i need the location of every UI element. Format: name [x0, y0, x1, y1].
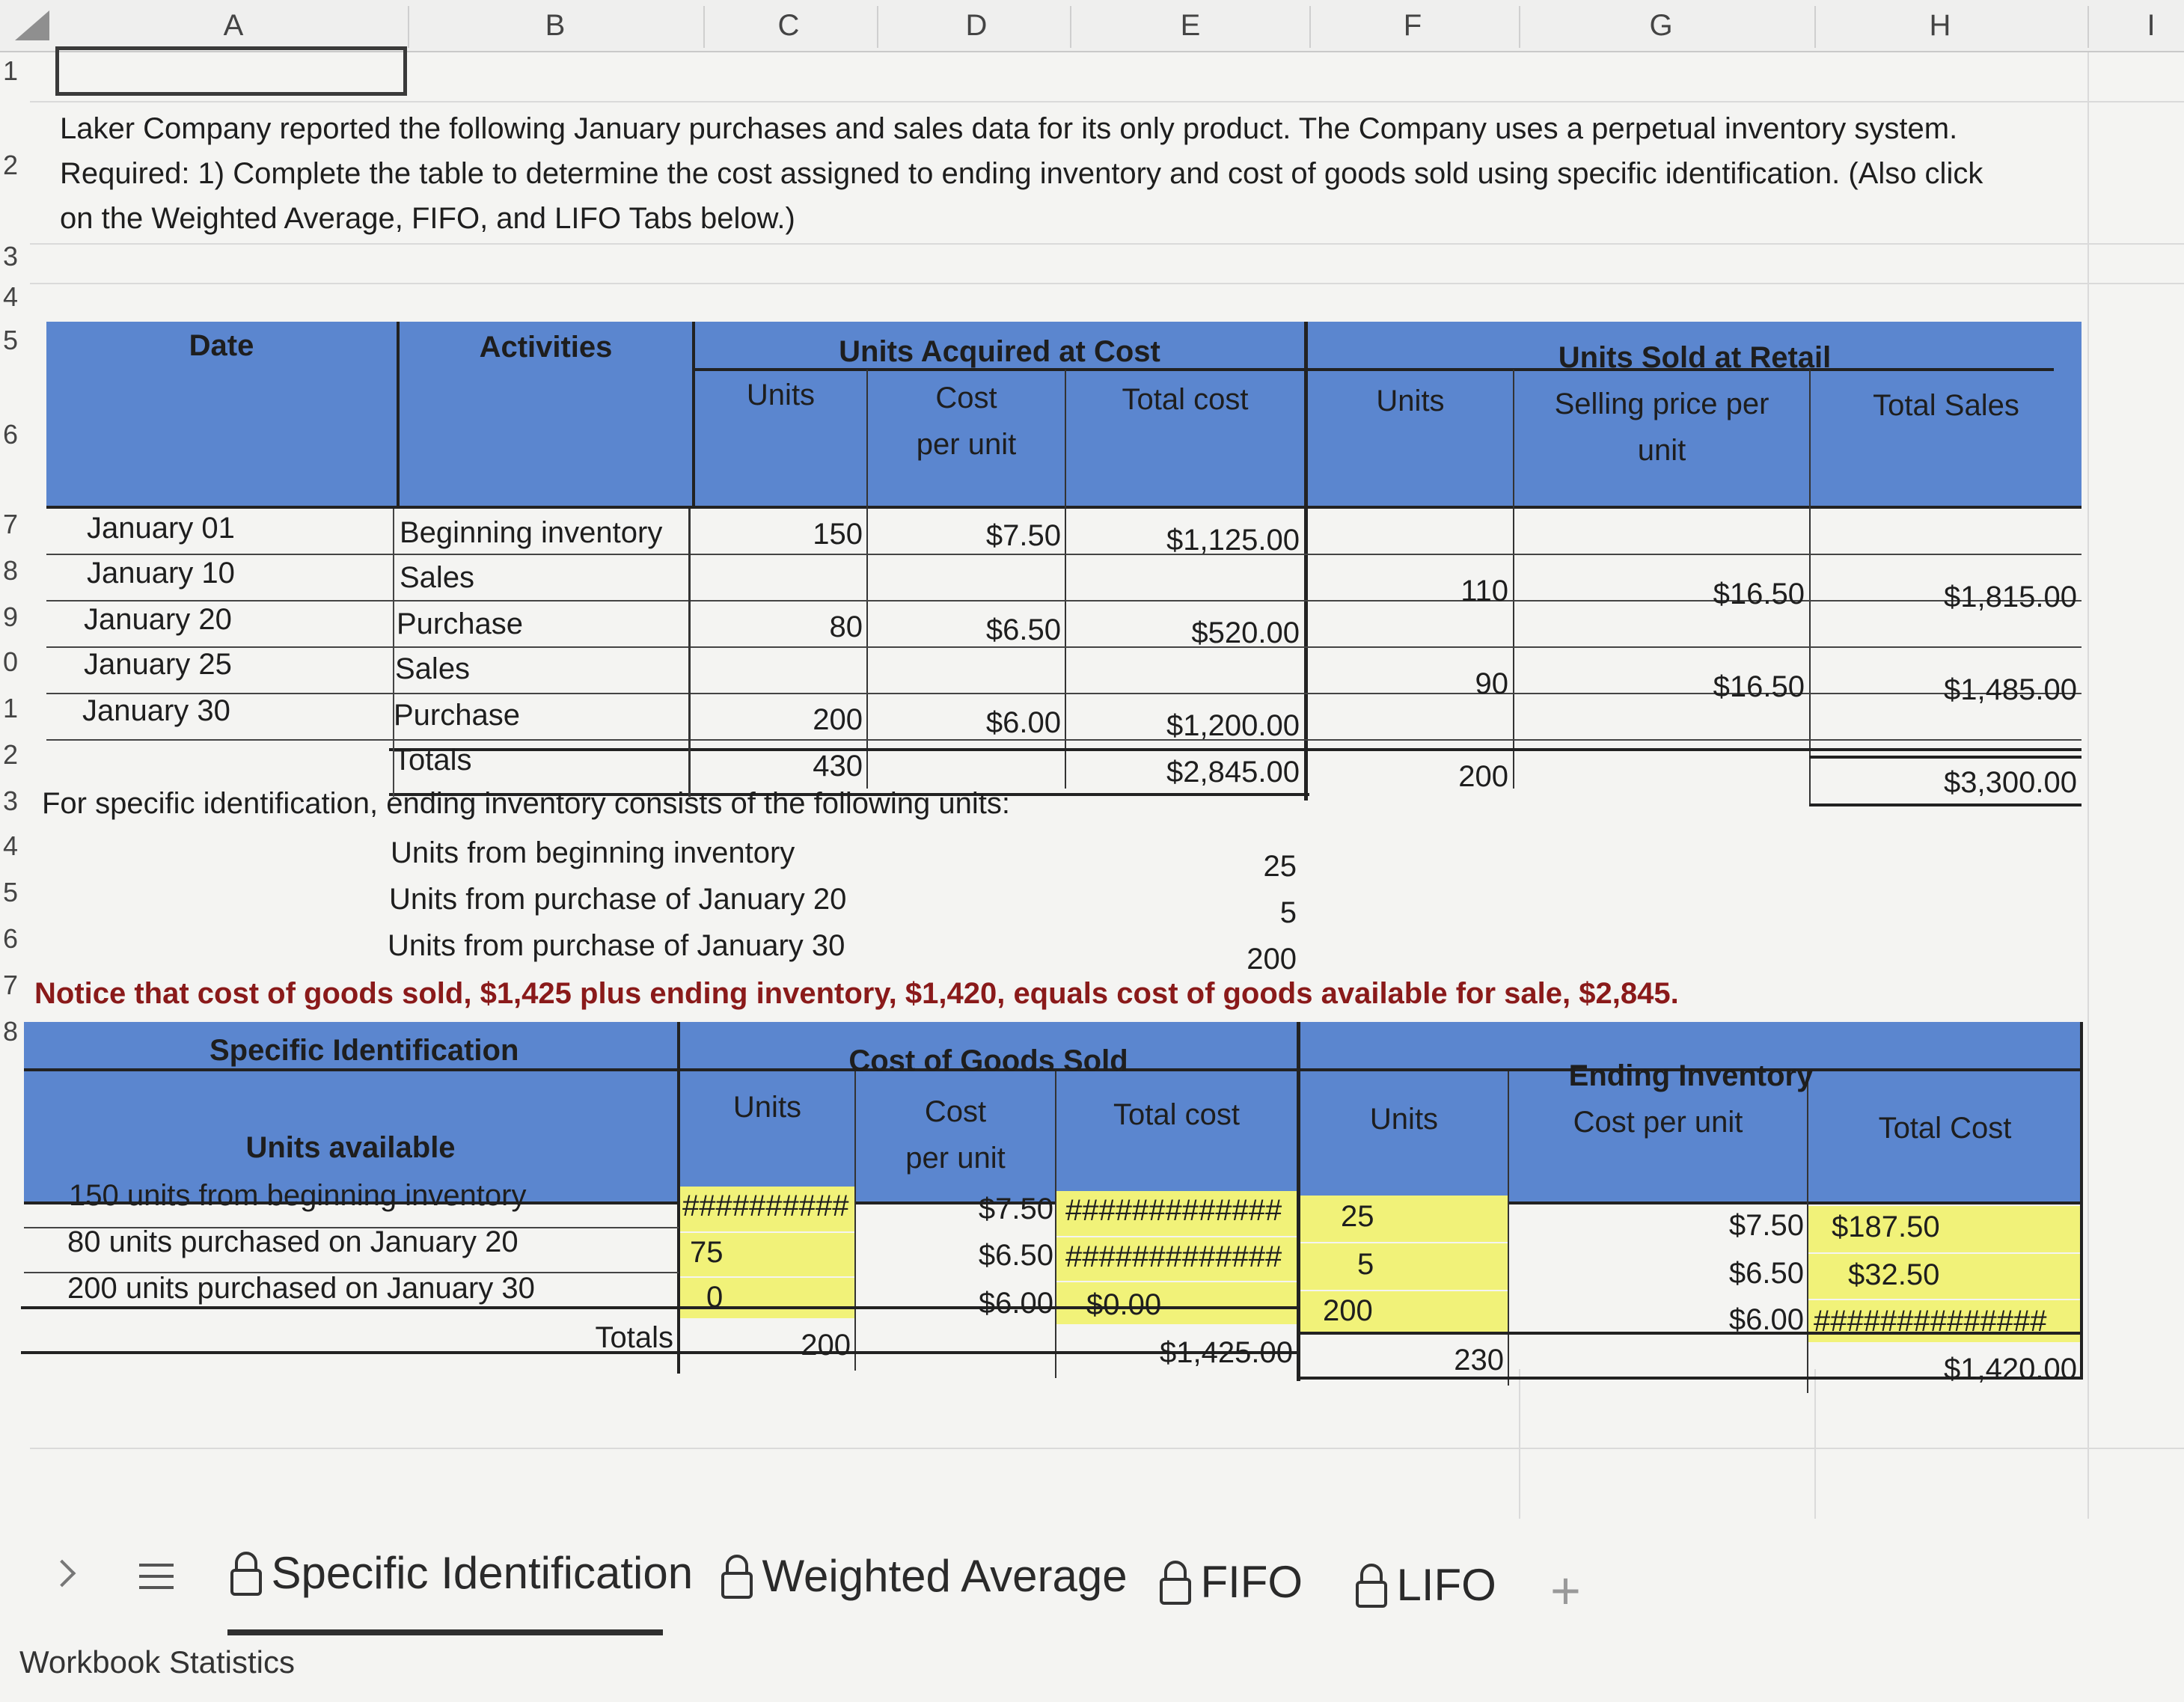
intro-line-3: on the Weighted Average, FIFO, and LIFO Tabs below.) [60, 202, 795, 235]
top-row-2-price[interactable]: $16.50 [1713, 578, 1805, 610]
specific-note-heading: For specific identification, ending inventory consists of the following units: [42, 787, 1011, 820]
bottom-row-3-cogs-cost[interactable]: $6.00 [978, 1287, 1053, 1320]
column-header-h[interactable]: H [1929, 9, 1951, 42]
bottom-row-1-end-cost[interactable]: $7.50 [1728, 1209, 1804, 1242]
bottom-totals-cogs-units[interactable]: 200 [801, 1329, 851, 1362]
row-header-11[interactable]: 1 [3, 693, 19, 723]
tab-specific-identification[interactable] [229, 1547, 693, 1599]
row-header-17[interactable]: 7 [3, 970, 19, 1000]
bottom-sub-units-ending: Units [1369, 1103, 1439, 1136]
top-sub-units-sold: Units [1376, 385, 1445, 417]
row-header-7[interactable]: 7 [3, 509, 19, 539]
bottom-sub-per-unit: per unit [905, 1142, 1006, 1175]
column-header-bar [0, 0, 2184, 52]
row-header-18[interactable]: 8 [3, 1016, 19, 1047]
bottom-row-3-cogs-units[interactable]: 0 [706, 1281, 724, 1314]
bottom-row-2-cogs-units[interactable]: 75 [690, 1236, 724, 1269]
tab-label: Specific Identification [271, 1548, 694, 1598]
top-sub-total-sales: Total Sales [1873, 389, 2019, 422]
top-header-divider [46, 506, 2081, 509]
column-header-e[interactable]: E [1180, 9, 1201, 42]
select-all-corner[interactable] [15, 10, 49, 40]
specific-note-item-2-label: Units from purchase of January 20 [389, 883, 847, 916]
row-header-10[interactable]: 0 [3, 646, 19, 677]
top-hdr-units-sold: Units Sold at Retail [1558, 341, 1832, 374]
top-totals-sold-units[interactable]: 200 [1458, 760, 1508, 793]
specific-note-item-1-value[interactable]: 25 [1263, 850, 1297, 883]
bottom-totals-end-total[interactable]: $1,420.00 [1944, 1353, 2077, 1386]
specific-note-item-3-label: Units from purchase of January 30 [388, 929, 845, 962]
column-header-c[interactable]: C [777, 9, 800, 42]
row-header-15[interactable]: 5 [3, 877, 19, 907]
grid-line [30, 1448, 2184, 1449]
bottom-units-available: Units available [245, 1131, 456, 1164]
row-header-13[interactable]: 3 [3, 786, 19, 816]
col-sep [1309, 6, 1311, 48]
top-sub-per-unit: per unit [916, 428, 1017, 461]
row-header-5[interactable]: 5 [3, 325, 19, 355]
bottom-row-2-cogs-cost[interactable]: $6.50 [978, 1239, 1053, 1272]
tab-label: LIFO [1396, 1560, 1496, 1610]
grid-line [1814, 1369, 1816, 1519]
top-sub-cost: Cost [935, 382, 997, 414]
row-line [46, 739, 2081, 741]
row-header-16[interactable]: 6 [3, 923, 19, 954]
grid-line [30, 101, 2184, 102]
row-header-12[interactable]: 2 [3, 739, 19, 770]
specific-note-item-2-value[interactable]: 5 [1279, 896, 1297, 929]
top-row-3-units[interactable]: 80 [829, 610, 863, 643]
row-header-9[interactable]: 9 [3, 601, 19, 632]
row-header-8[interactable]: 8 [3, 555, 19, 586]
top-row-5-date: January 30 [82, 694, 230, 727]
row-header-3[interactable]: 3 [3, 241, 19, 272]
bottom-row-1-end-units[interactable]: 25 [1341, 1200, 1374, 1233]
grid-line [1519, 1369, 1520, 1519]
top-row-4-sales[interactable]: $1,485.00 [1944, 673, 2077, 706]
top-row-1-cost[interactable]: $7.50 [985, 519, 1061, 552]
top-row-3-date: January 20 [84, 603, 232, 636]
add-sheet-button[interactable]: + [1550, 1561, 1581, 1620]
grid-line [2087, 52, 2089, 1549]
bottom-row-1-cogs-cost[interactable]: $7.50 [978, 1193, 1053, 1225]
top-totals-sales[interactable]: $3,300.00 [1944, 766, 2077, 799]
end-units-cell-2[interactable] [1300, 1243, 1508, 1290]
specific-note-item-3-value[interactable]: 200 [1247, 943, 1297, 976]
grid-line [30, 243, 2184, 245]
top-hdr-activities: Activities [479, 331, 613, 364]
workbook-statistics[interactable]: Workbook Statistics [19, 1644, 296, 1680]
bottom-row-1-cogs-total[interactable]: ############# [1065, 1194, 1282, 1227]
col-line [688, 509, 691, 797]
lock-icon [1354, 1561, 1389, 1609]
top-row-3-total[interactable]: $520.00 [1191, 616, 1300, 649]
top-row-2-sales[interactable]: $1,815.00 [1944, 581, 2077, 613]
row-line [46, 646, 2081, 648]
column-header-i[interactable]: I [2147, 9, 2156, 42]
col-sep [1814, 6, 1816, 48]
top-hdr-date: Date [189, 329, 254, 362]
bottom-row-3-end-cost[interactable]: $6.00 [1728, 1303, 1804, 1336]
bottom-row-1-cogs-units[interactable]: ########## [682, 1190, 849, 1222]
bottom-totals-label: Totals [595, 1321, 673, 1354]
bottom-row-3-end-total[interactable]: ############## [1814, 1305, 2047, 1338]
col-sep [2087, 6, 2089, 48]
bottom-row-3-cogs-total[interactable]: $0.00 [1086, 1288, 1162, 1321]
end-units-cell-1[interactable] [1300, 1196, 1508, 1242]
lock-icon [229, 1549, 263, 1597]
col-sep [703, 6, 705, 48]
row-header-2[interactable]: 2 [3, 150, 19, 180]
column-header-b[interactable]: B [545, 9, 566, 42]
top-row-4-date: January 25 [84, 648, 232, 681]
top-row-2-date: January 10 [87, 557, 235, 590]
intro-line-2: Required: 1) Complete the table to determine the cost assigned to ending inventory and cost of goods sold using specific identification. (Also click [60, 157, 1983, 190]
bottom-sub-total-cost: Total cost [1113, 1098, 1240, 1131]
bottom-row-1-end-total[interactable]: $187.50 [1832, 1210, 1940, 1243]
top-row-1-total[interactable]: $1,125.00 [1166, 524, 1300, 557]
tab-label: FIFO [1200, 1557, 1303, 1607]
bottom-row-2-end-cost[interactable]: $6.50 [1728, 1257, 1804, 1290]
column-header-d[interactable]: D [965, 9, 988, 42]
notice-text: Notice that cost of goods sold, $1,425 plus ending inventory, $1,420, equals cost of goods available for sale, $2,845. [34, 977, 1679, 1010]
bottom-sub-units: Units [732, 1091, 802, 1124]
active-tab-underline [227, 1629, 663, 1635]
bottom-row-2-end-units[interactable]: 5 [1357, 1248, 1374, 1281]
row-header-6[interactable]: 6 [3, 419, 19, 450]
bottom-row-1-label: 150 units from beginning inventory [69, 1179, 527, 1212]
top-totals-label: Totals [394, 744, 472, 777]
bottom-sub-cost-per-unit: Cost per unit [1573, 1106, 1743, 1139]
bottom-row-3-label: 200 units purchased on January 30 [67, 1272, 535, 1305]
bottom-row-2-end-total[interactable]: $32.50 [1848, 1258, 1940, 1291]
top-row-5-units[interactable]: 200 [813, 703, 863, 736]
top-row-1-date: January 01 [87, 512, 235, 545]
tab-fifo[interactable] [1158, 1556, 1303, 1608]
top-row-3-cost[interactable]: $6.50 [985, 613, 1061, 646]
top-row-3-activity[interactable]: Purchase [397, 607, 523, 640]
top-totals-cost[interactable]: $2,845.00 [1166, 756, 1300, 789]
col-sep [408, 6, 409, 48]
selected-cell-a1[interactable] [55, 46, 407, 96]
col-sep [1519, 6, 1520, 48]
bottom-sub-total-cost-ending: Total Cost [1878, 1112, 2012, 1145]
top-sub-units: Units [746, 379, 816, 411]
tab-lifo[interactable] [1354, 1559, 1496, 1611]
top-row-2-activity[interactable]: Sales [400, 561, 475, 594]
row-header-1[interactable]: 1 [3, 55, 19, 86]
top-sub-total-cost: Total cost [1122, 383, 1249, 416]
top-sub-selling-price: Selling price per [1554, 388, 1769, 420]
bottom-sub-cost: Cost [924, 1095, 987, 1128]
bottom-row-2-label: 80 units purchased on January 20 [67, 1225, 519, 1258]
totals-line [1809, 756, 2081, 759]
top-row-4-activity[interactable]: Sales [395, 652, 471, 685]
column-header-g[interactable]: G [1649, 9, 1673, 42]
tab-label: Weighted Average [762, 1551, 1128, 1601]
bottom-hdr-cogs: Cost of Goods Sold [848, 1044, 1128, 1077]
top-row-5-activity[interactable]: Purchase [394, 699, 520, 732]
col-sep [1070, 6, 1071, 48]
bottom-hdr-ending: Ending Inventory [1568, 1059, 1814, 1092]
top-totals-units[interactable]: 430 [813, 750, 863, 783]
row-header-4[interactable]: 4 [3, 281, 19, 312]
bottom-row-2-cogs-total[interactable]: ############# [1065, 1240, 1282, 1273]
bottom-hdr-specific: Specific Identification [209, 1034, 519, 1067]
top-row-5-total[interactable]: $1,200.00 [1166, 709, 1300, 742]
grid-line [30, 283, 2184, 284]
bottom-totals-end-units[interactable]: 230 [1454, 1344, 1504, 1377]
totals-line [1809, 803, 2081, 806]
column-header-f[interactable]: F [1403, 9, 1422, 42]
tab-weighted-average[interactable] [720, 1550, 1128, 1602]
top-row-5-cost[interactable]: $6.00 [985, 706, 1061, 739]
top-hdr-units-acquired: Units Acquired at Cost [839, 335, 1160, 368]
row-line [46, 554, 2081, 555]
intro-line-1: Laker Company reported the following January purchases and sales data for its only product. The Company uses a perpetual inventory system. [60, 112, 1958, 145]
sheet-list-icon[interactable] [139, 1564, 174, 1594]
lock-icon [1158, 1558, 1193, 1606]
column-header-a[interactable]: A [223, 9, 244, 42]
specific-note-item-1-label: Units from beginning inventory [391, 836, 795, 869]
top-row-4-sold-units[interactable]: 90 [1475, 667, 1508, 700]
top-row-2-sold-units[interactable]: 110 [1460, 575, 1508, 607]
lock-icon [720, 1552, 754, 1600]
totals-line [389, 748, 2081, 751]
top-row-4-price[interactable]: $16.50 [1713, 670, 1805, 703]
bottom-totals-cogs-total[interactable]: $1,425.00 [1160, 1336, 1293, 1369]
top-sub-unit: unit [1637, 434, 1686, 467]
top-row-1-units[interactable]: 150 [813, 518, 863, 551]
row-header-14[interactable]: 4 [3, 830, 19, 861]
top-row-1-activity[interactable]: Beginning inventory [400, 516, 663, 549]
bottom-row-3-end-units[interactable]: 200 [1323, 1294, 1373, 1327]
col-sep [877, 6, 878, 48]
